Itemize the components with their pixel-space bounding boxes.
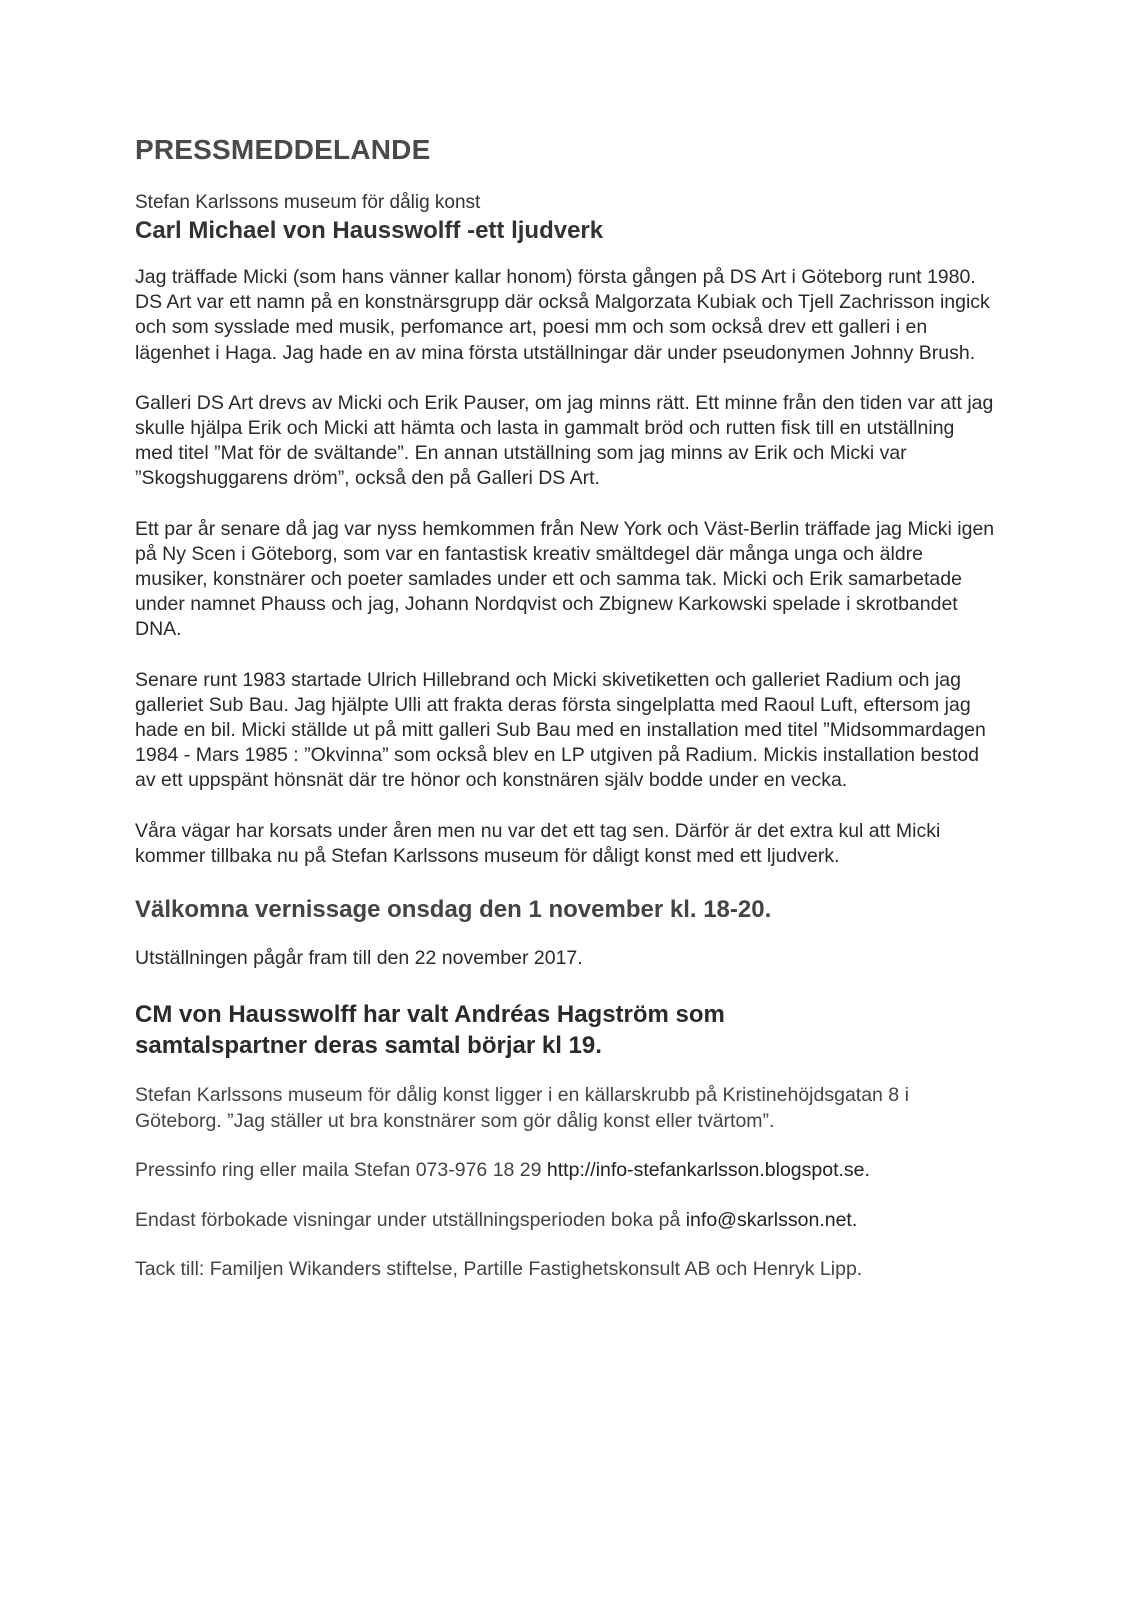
body-paragraph: Jag träffade Micki (som hans vänner kallar honom) första gången på DS Art i Göteborg runt 1980. DS Art var ett namn på en konstnärsgrupp där också Malgorzata Kubiak och Tjell Zachrisson ingick och som sysslade med musik, perfomance art, poesi mm och som också drev ett galleri i en lägenhet i Haga. Jag hade en av mina första utställningar där under pseudonymen Johnny Brush. [135, 266, 990, 364]
thanks-line: Tack till: Familjen Wikanders stiftelse, Partille Fastighetskonsult AB och Henryk Lipp. [135, 1258, 863, 1281]
press-info [135, 1158, 995, 1184]
exhibition-period: Utställningen pågår fram till den 22 november 2017. [135, 947, 583, 970]
press-info-text: Pressinfo ring eller maila Stefan 073-976 18 29 [135, 1159, 547, 1182]
museum-subtitle: Stefan Karlssons museum för dålig konst [135, 192, 481, 213]
exhibition-headline: Carl Michael von Hausswolff -ett ljudverk [135, 217, 604, 244]
press-release-page [135, 133, 995, 1307]
body-paragraph: Galleri DS Art drevs av Micki och Erik Pauser, om jag minns rätt. Ett minne från den tiden var att jag skulle hjälpa Erik och Micki att hämta och lasta in gammalt bröd och rutten fisk till en utställning med titel ”Mat för de svältande”. En annan utställning som jag minns av Erik och Micki var ”Skogshuggarens dröm”, också den på Galleri DS Art. [135, 391, 994, 490]
body-paragraph: Våra vägar har korsats under åren men nu var det ett tag sen. Därför är det extra kul att Micki kommer tillbaka nu på Stefan Karlssons museum för dåligt konst med ett ljudverk. [135, 819, 941, 867]
body-paragraph: Senare runt 1983 startade Ulrich Hillebrand och Micki skivetiketten och galleriet Radium och jag galleriet Sub Bau. Jag hjälpte Ulli att frakta deras första singelplatta med Raoul Luft, eftersom jag hade en bil. Micki ställde ut på mitt galleri Sub Bau med en installation med titel ”Midsommardagen 1984 - Mars 1985 : ”Okvinna” som också blev en LP utgiven på Radium. Mickis installation bestod av ett uppspänt hönsnät där tre hönor och konstnären själv bodde under en vecka. [135, 668, 986, 792]
location-info: Stefan Karlssons museum för dålig konst ligger i en källarskrubb på Kristinehöjdsgatan 8 i Göteborg. ”Jag ställer ut bra konstnärer som gör dålig konst eller tvärtom”. [135, 1084, 909, 1132]
document-title: PRESSMEDDELANDE [135, 134, 431, 165]
booking-info-text: Endast förbokade visningar under utställningsperioden boka på [135, 1208, 686, 1231]
press-info-link[interactable]: http://info-stefankarlsson.blogspot.se. [546, 1159, 870, 1182]
booking-info [135, 1208, 995, 1234]
body-paragraph: Ett par år senare då jag var nyss hemkommen från New York och Väst-Berlin träffade jag Micki igen på Ny Scen i Göteborg, som var en fantastisk kreativ smältdegel där många unga och äldre musiker, konstnärer och poeter samlades under ett och samma tak. Micki och Erik samarbetade under namnet Phauss och jag, Johann Nordqvist och Zbignew Karkowski spelade i skrotbandet DNA. [135, 517, 995, 641]
vernissage-announcement: Välkomna vernissage onsdag den 1 november kl. 18-20. [135, 896, 772, 924]
booking-email-link[interactable]: info@skarlsson.net. [685, 1208, 858, 1231]
talk-announcement: CM von Hausswolff har valt Andréas Hagström som samtalspartner deras samtal börjar kl 19. [135, 1001, 725, 1060]
